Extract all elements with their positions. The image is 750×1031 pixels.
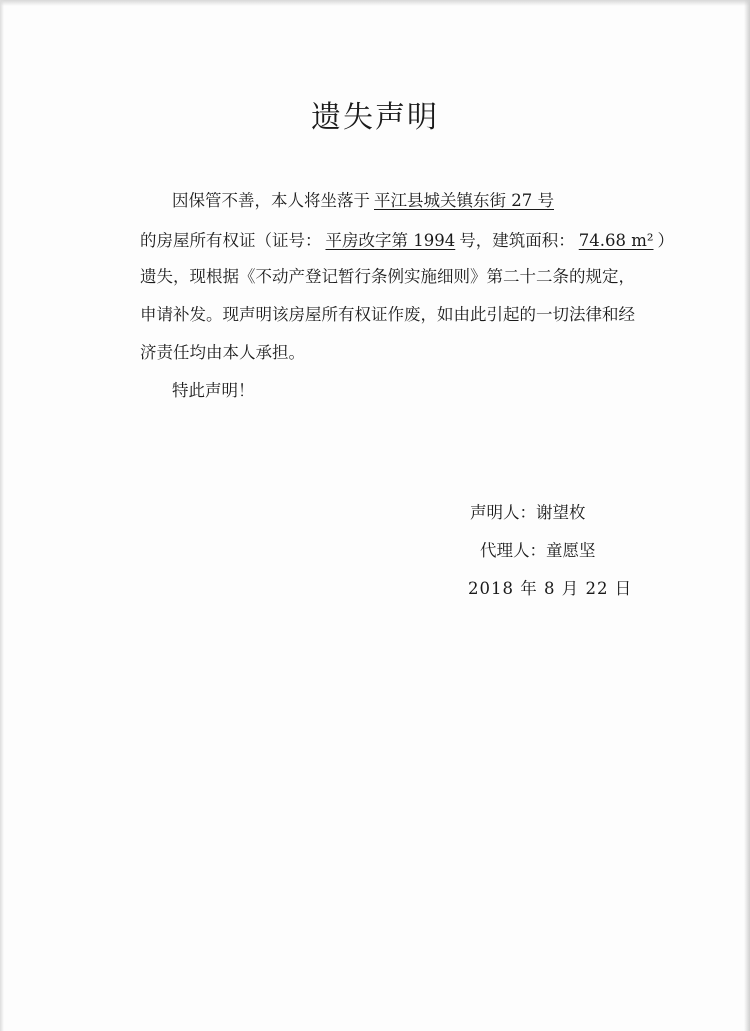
scan-edge-top — [0, 0, 750, 6]
scan-edge-right — [744, 0, 750, 1031]
line2-suffix: ） — [657, 231, 674, 250]
closing-statement: 特此声明！ — [172, 381, 255, 400]
line1-prefix: 因保管不善，本人将坐落于 — [172, 191, 370, 210]
scan-edge-left — [0, 0, 4, 1031]
area-field: 74.68 m² — [578, 231, 654, 250]
signature-date: 2018 年 8 月 22 日 — [468, 579, 633, 598]
paragraph-line-5: 济责任均由本人承担。 — [140, 343, 305, 362]
agent-label: 代理人： — [480, 541, 546, 560]
paragraph-line-3: 遗失，现根据《不动产登记暂行条例实施细则》第二十二条的规定， — [140, 267, 635, 286]
line2-mid: 号，建筑面积： — [459, 231, 575, 250]
address-field: 平江县城关镇东街 27 号 — [374, 191, 554, 210]
agent-signature — [480, 537, 596, 561]
document-title: 遗失声明 — [311, 100, 439, 135]
paragraph-line-2 — [140, 227, 674, 251]
declarant-label: 声明人： — [470, 503, 536, 522]
agent-name: 童愿坚 — [546, 541, 596, 560]
declarant-signature — [470, 499, 586, 523]
line2-prefix: 的房屋所有权证（证号： — [140, 231, 322, 250]
paragraph-line-4: 申请补发。现声明该房屋所有权证作废，如由此引起的一切法律和经 — [140, 305, 635, 324]
certificate-number-field: 平房改字第 1994 — [325, 231, 456, 250]
paragraph-line-1 — [172, 187, 692, 211]
declarant-name: 谢望枚 — [536, 503, 586, 522]
